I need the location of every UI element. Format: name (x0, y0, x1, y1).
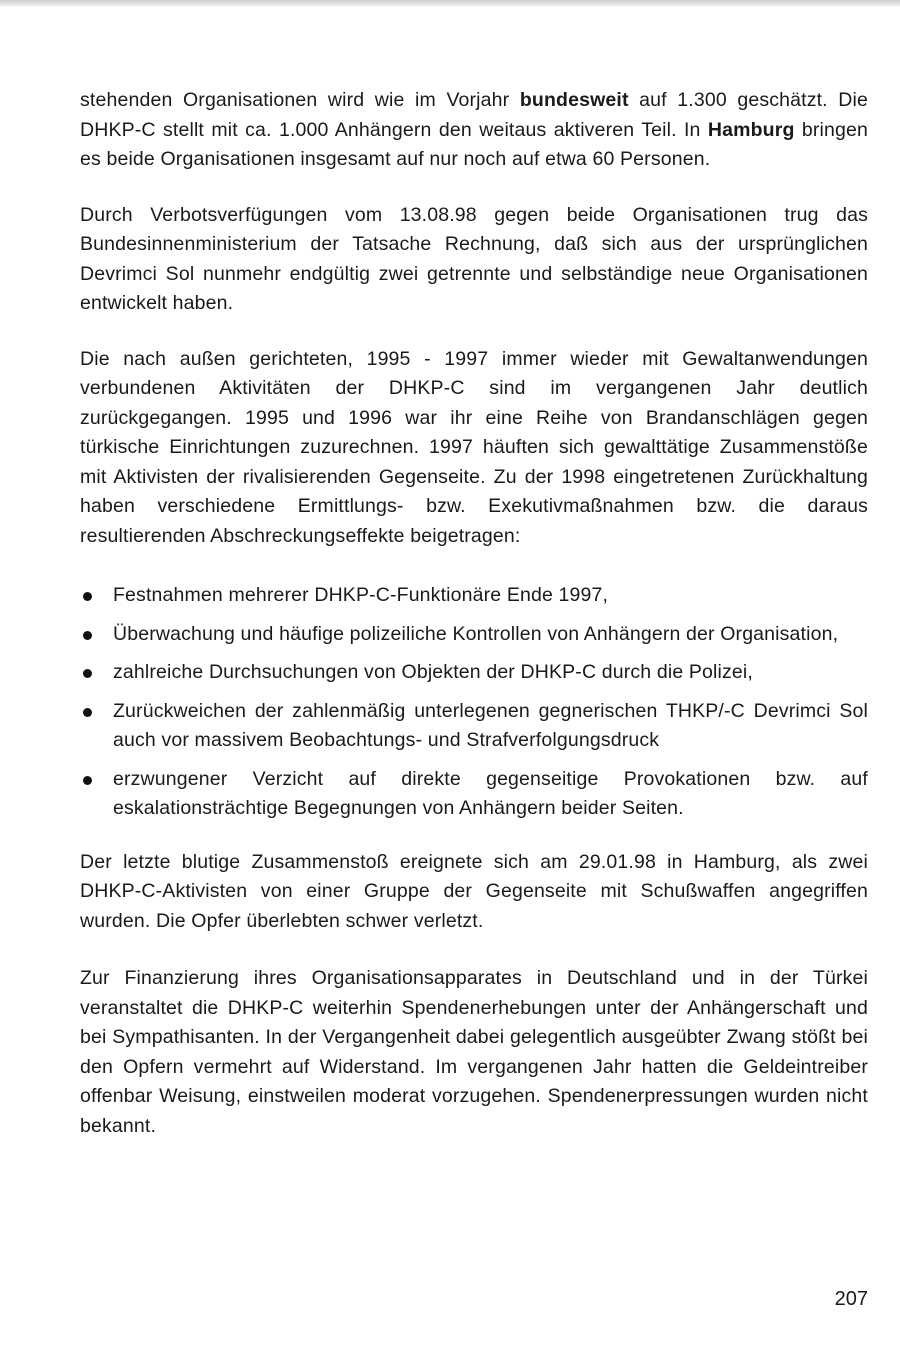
bullet-icon (83, 708, 92, 717)
paragraph-clash: Der letzte blutige Zusammenstoß ereignete sich am 29.01.98 in Hamburg, als zwei DHKP-C-Aktivisten von einer Gruppe der Gegenseite mit Schußwaffen angegriffen wurden. Die Opfer überlebten schwer verletzt. (80, 850, 868, 932)
list-item: Zurückweichen der zahlenmäßig unterlegenen gegnerischen THKP/-C Devrimci Sol auch vor massivem Beobachtungs- und Strafverfolgungsdruck (80, 697, 868, 756)
bullet-icon (83, 631, 92, 640)
list-item: erzwungener Verzicht auf direkte gegenseitige Provokationen bzw. auf eskalationsträchtige Begegnungen von Anhängern beider Seiten. (80, 765, 868, 824)
page-top-edge (0, 0, 900, 6)
paragraph-text: stehenden Organisationen wird wie im Vorjahr (80, 89, 520, 111)
page-number: 207 (834, 1288, 868, 1310)
paragraph-text: auf 1.300 geschätzt. Die DHKP-C stellt mit ca. 1.000 Anhängern den weitaus aktiveren Teil. In (80, 89, 868, 141)
paragraph-financing: Zur Finanzierung ihres Organisationsapparates in Deutschland und in der Türkei veranstaltet die DHKP-C weiterhin Spendenerhebungen unter der Anhängerschaft und bei Sympathisanten. In der Vergangenheit dabei gelegentlich ausgeübter Zwang stößt bei den Opfern vermehrt auf Widerstand. Im vergangenen Jahr hatten die Geldeintreiber offenbar Weisung, einstweilen moderat vorzugehen. Spendenerpressungen wurden nicht bekannt. (80, 967, 868, 1137)
paragraph-membership (80, 86, 868, 175)
measures-list (80, 581, 868, 824)
emphasis-hamburg: Hamburg (707, 118, 795, 141)
paragraph-ban-orders: Durch Verbotsverfügungen vom 13.08.98 gegen beide Organisationen trug das Bundesinnenministerium der Tatsache Rechnung, daß sich aus der ursprünglichen Devrimci Sol nunmehr endgültig zwei getrennte und selbständige neue Organisationen entwickelt haben. (80, 203, 868, 314)
document-body (80, 86, 868, 1167)
paragraph-text: bringen es beide Organisationen insgesamt auf nur noch auf etwa 60 Personen. (80, 118, 868, 170)
bullet-icon (83, 592, 92, 601)
bullet-icon (83, 776, 92, 785)
list-item: Festnahmen mehrerer DHKP-C-Funktionäre Ende 1997, (80, 581, 868, 611)
paragraph-activities: Die nach außen gerichteten, 1995 - 1997 immer wieder mit Gewaltanwendungen verbundenen Aktivitäten der DHKP-C sind im vergangenen Jahr deutlich zurückgegangen. 1995 und 1996 war ihr eine Reihe von Brandanschlägen gegen türkische Einrichtungen zuzurechnen. 1997 häuften sich gewalttätige Zusammenstöße mit Aktivisten der rivalisierenden Gegenseite. Zu der 1998 eingetretenen Zurückhaltung haben verschiedene Ermittlungs- bzw. Exekutivmaßnahmen bzw. die daraus resultierenden Abschreckungseffekte beigetragen: (80, 347, 868, 547)
list-item: Überwachung und häufige polizeiliche Kontrollen von Anhängern der Organisation, (80, 620, 868, 650)
list-item: zahlreiche Durchsuchungen von Objekten der DHKP-C durch die Polizei, (80, 658, 868, 688)
bullet-icon (83, 669, 92, 678)
emphasis-bundesweit: bundesweit (519, 89, 629, 111)
